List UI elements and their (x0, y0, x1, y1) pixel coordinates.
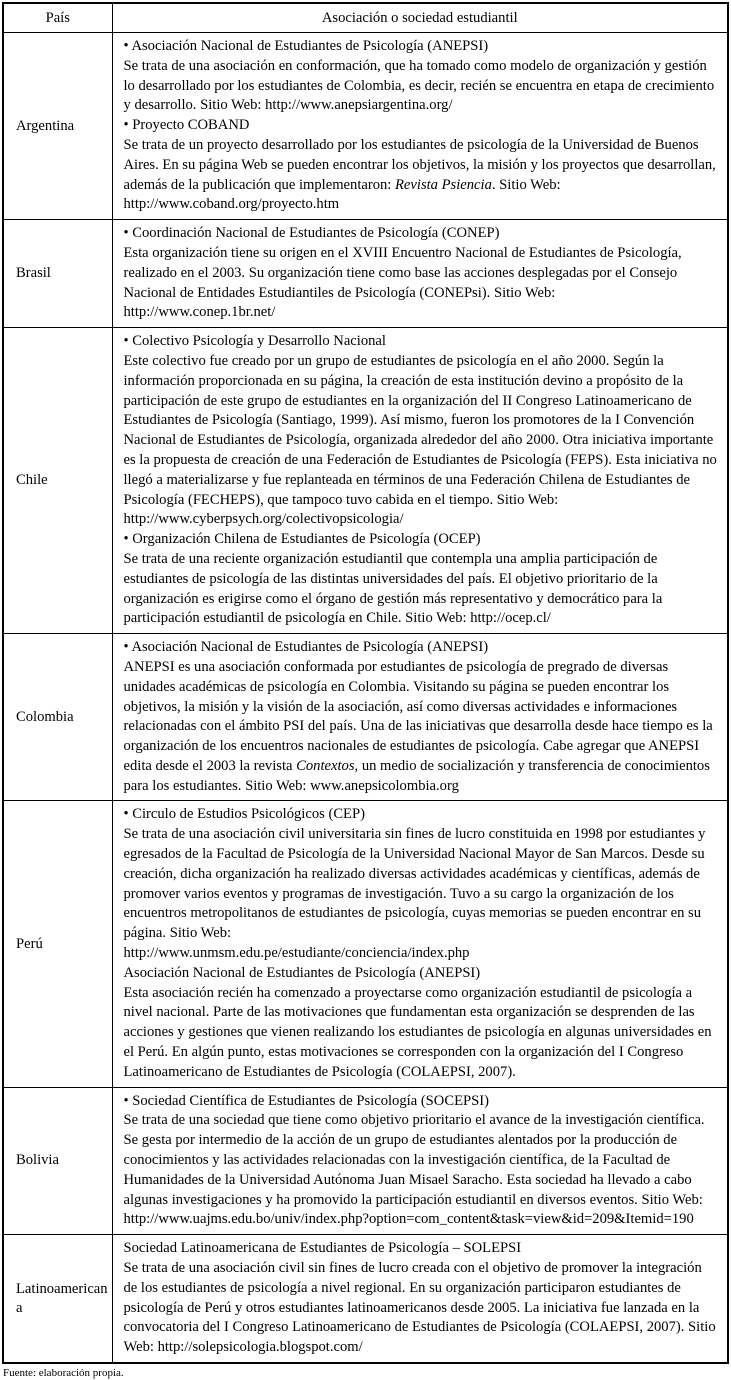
association-heading (124, 332, 720, 352)
association-heading (124, 638, 720, 658)
text-run: Asociación Nacional de Estudiantes de Psicología (ANEPSI) (123, 964, 481, 981)
association-heading (124, 530, 720, 550)
country-cell: Colombia (3, 634, 112, 801)
table-row (3, 801, 728, 1087)
country-cell: Brasil (3, 220, 112, 328)
association-heading (124, 805, 720, 825)
text-run: http://www.unmsm.edu.pe/estudiante/conciencia/index.php (123, 945, 470, 962)
association-heading (124, 1092, 720, 1112)
text-run: . Sitio Web: http://www.coband.org/proyecto.htm (123, 176, 561, 213)
table-row (3, 634, 728, 801)
association-paragraph (124, 1210, 720, 1230)
text-run: • Coordinación Nacional de Estudiantes de Psicología (CONEP) (123, 225, 500, 242)
associations-table (2, 2, 729, 1364)
italic-text: Contextos (296, 757, 355, 774)
text-run: Se trata de una sociedad que tiene como objetivo prioritario el avance de la investigación científica. Se gesta por intermedio de la acción de un grupo de estudiantes alentados por la producción de conocimientos y las actividades relacionadas con la investigación científica, de la Facultad de Humanidades de la Universidad Autónoma Juan Misael Saracho. Esta sociedad ha llevado a cabo algunas investigaciones y ha promovido la participación estudiantil en diversos eventos. Sitio Web: (123, 1112, 705, 1208)
table-row (3, 1235, 728, 1363)
association-paragraph (124, 658, 720, 797)
association-paragraph (124, 984, 720, 1083)
text-run: • Asociación Nacional de Estudiantes de Psicología (ANEPSI) (123, 639, 489, 656)
country-cell: Chile (3, 328, 112, 634)
association-cell (112, 220, 728, 328)
country-cell: Argentina (3, 33, 112, 220)
text-run: Se trata de un proyecto desarrollado por los estudiantes de psicología de la Universidad de Buenos Aires. En su página Web se pueden encontrar los objetivos, la misión y los proyectos que desarrollan, además de la publicación que implementaron: (123, 136, 716, 193)
association-cell (112, 634, 728, 801)
association-cell (112, 801, 728, 1087)
country-cell: Perú (3, 801, 112, 1087)
text-run: http://www.uajms.edu.bo/univ/index.php?option=com_content&task=view&id=209&Itemid=190 (123, 1211, 694, 1228)
association-cell (112, 33, 728, 220)
text-run: Esta organización tiene su origen en el XVIII Encuentro Nacional de Estudiantes de Psicología, realizado en el 2003. Su organización tiene como base las acciones desplegadas por el Consejo Nacional de Entidades Estudiantiles de Psicología (CONEPsi). Sitio Web: (123, 244, 682, 301)
association-heading (124, 224, 720, 244)
text-run: , un medio de socialización y transferencia de conocimientos para los estudiantes. Sitio Web: www.anepsicolombia.org (123, 757, 710, 794)
text-run: • Colectivo Psicología y Desarrollo Nacional (123, 333, 386, 350)
header-cell-asociacion: Asociación o sociedad estudiantil (112, 3, 728, 33)
table-row (3, 1087, 728, 1235)
association-paragraph (124, 244, 720, 303)
association-heading (124, 116, 720, 136)
text-run: Esta asociación recién ha comenzado a proyectarse como organización estudiantil de psicología a nivel nacional. Parte de las motivaciones que fundamentan esta organización se desprenden de las acciones y gestiones que vienen realizando los estudiantes de psicología en algunas universidades en el Perú. En algún punto, estas motivaciones se corresponden con la organización del I Congreso Latinoamericano de Estudiantes de Psicología (COLAEPSI, 2007). (123, 984, 712, 1080)
association-paragraph (124, 825, 720, 944)
header-cell-pais: País (3, 3, 112, 33)
association-paragraph (124, 1111, 720, 1210)
text-run: • Proyecto COBAND (123, 117, 250, 134)
association-paragraph (124, 550, 720, 629)
association-heading (124, 1239, 720, 1259)
country-cell: Latinoamericana (3, 1235, 112, 1363)
association-paragraph (124, 57, 720, 116)
text-run: • Sociedad Científica de Estudiantes de Psicología (SOCEPSI) (123, 1092, 489, 1109)
text-run: Se trata de una asociación civil sin fines de lucro creada con el objetivo de promover la integración de los estudiantes de psicología a nivel regional. En su organización participaron estudiantes de psicología de Perú y otros estudiantes latinoamericanos desde 2005. La iniciativa fue lanzada en la convocatoria del I Congreso Latinoamericano de Estudiantes de Psicología (COLAEPSI, 2007). Sitio Web: http://solepsicologia.blogspot.com/ (123, 1260, 716, 1356)
table-row (3, 220, 728, 328)
table-row (3, 33, 728, 220)
text-run: Sociedad Latinoamericana de Estudiantes de Psicología – SOLEPSI (123, 1240, 522, 1257)
country-cell: Bolivia (3, 1087, 112, 1235)
text-run: http://www.conep.1br.net/ (123, 304, 276, 321)
association-heading (124, 37, 720, 57)
italic-text: Revista Psiencia (395, 176, 492, 193)
text-run: Se trata de una asociación en conformación, que ha tomado como modelo de organización y gestión lo desarrollado por los estudiantes de Colombia, es decir, recién se encuentra en etapa de crecimiento y desarrollo. Sitio Web: http://www.anepsiargentina.org/ (123, 57, 715, 114)
text-run: • Circulo de Estudios Psicológicos (CEP) (123, 806, 365, 823)
text-run: ANEPSI es una asociación conformada por estudiantes de psicología de pregrado de diversas unidades académicas de psicología en Colombia. Visitando su página se pueden encontrar los objetivos, la misión y la visión de la asociación, así como diversas actividades e informaciones relacionadas con el ámbito PSI del país. Una de las iniciativas que desarrolla desde hace tiempo es la organización de los encuentros nacionales de estudiantes de psicología. Cabe agregar que ANEPSI edita desde el 2003 la revista (123, 658, 713, 774)
table-row (3, 328, 728, 634)
header-row (3, 3, 728, 33)
association-paragraph (124, 352, 720, 530)
text-run: Se trata de una asociación civil universitaria sin fines de lucro constituida en 1998 por estudiantes y egresados de la Facultad de Psicología de la Universidad Nacional Mayor de San Marcos. Desde su creación, dicha organización ha realizado diversas actividades académicas y científicas, además de promover varios eventos y programas de investigación. Tuvo a su cargo la organización de los encuentros metropolitanos de estudiantes de psicología, cuyas memorias se pueden encontrar en su página. Sitio Web: (123, 826, 706, 942)
association-heading (124, 964, 720, 984)
association-cell (112, 328, 728, 634)
text-run: Este colectivo fue creado por un grupo de estudiantes de psicología en el año 2000. Según la información proporcionada en su página, la creación de esta institución devino a propósito de la participación de este grupo de estudiantes en la organización del II Congreso Latinoamericano de Estudiantes de Psicología (Santiago, 1999). Así mismo, fueron los promotores de la I Convención Nacional de Estudiantes de Psicología, organizada alrededor del año 2000. Otra iniciativa importante es la propuesta de creación de una Federación de Estudiantes de Psicología (FEPS). Esta iniciativa no llegó a materializarse y fue replanteada en términos de una Federación Chilena de Estudiantes de Psicología (FECHEPS), que tampoco tuvo cabida en el tiempo. Sitio Web: http://www.cyberpsych.org/colectivopsicologia/ (123, 352, 717, 528)
association-cell (112, 1087, 728, 1235)
text-run: • Asociación Nacional de Estudiantes de Psicología (ANEPSI) (123, 38, 489, 54)
association-paragraph (124, 944, 720, 964)
text-run: • Organización Chilena de Estudiantes de Psicología (OCEP) (123, 531, 481, 548)
association-cell (112, 1235, 728, 1363)
source-note: Fuente: elaboración propia. (3, 1367, 124, 1379)
association-paragraph (124, 303, 720, 323)
text-run: Se trata de una reciente organización estudiantil que contempla una amplia participación de estudiantes de psicología de las distintas universidades del país. El objetivo prioritario de la organización es erigirse como el órgano de gestión más representativo y democrático para la participación estudiantil de psicología en Chile. Sitio Web: http://ocep.cl/ (123, 550, 663, 627)
table-body (3, 33, 728, 1364)
association-paragraph (124, 136, 720, 215)
association-paragraph (124, 1259, 720, 1358)
